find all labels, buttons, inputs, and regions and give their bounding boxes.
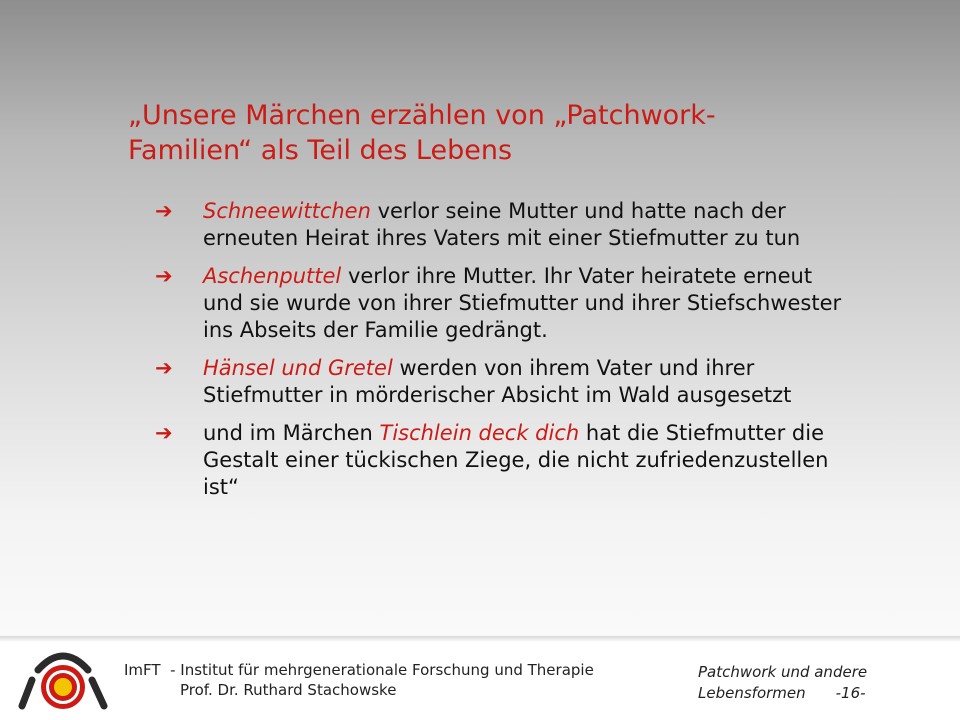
bullet-text: verlor ihre Mutter. Ihr Vater heiratete erneut und sie wurde von ihrer Stiefmutter und ihrer Stiefschwester ins Abseits der Familie gedrängt.	[203, 264, 842, 342]
topic-info	[698, 662, 867, 704]
author-name: Prof. Dr. Ruthard Stachowske	[180, 681, 397, 699]
imft-logo-icon	[18, 640, 108, 720]
footer-divider	[0, 636, 960, 642]
fairy-tale-title: Hänsel und Gretel	[203, 356, 393, 380]
arrow-icon: ➔	[155, 264, 173, 288]
fairy-tale-title: Tischlein deck dich	[379, 421, 580, 445]
title-line-1: „Unsere Märchen erzählen von „Patchwork-	[128, 100, 716, 131]
institute-name: ImFT - Institut für mehrgenerationale Forschung und Therapie	[124, 661, 594, 679]
bullet-text-before: und im Märchen	[203, 421, 380, 445]
bullet-text: hat die Stiefmutter die Gestalt einer tückischen Ziege, die nicht zufriedenzustellen ist“	[203, 421, 829, 499]
bullet-text: verlor seine Mutter und hatte nach der erneuten Heirat ihres Vaters mit einer Stiefmutter zu tun	[203, 199, 801, 250]
bullet-list	[155, 198, 855, 512]
fairy-tale-title: Aschenputtel	[203, 264, 342, 288]
institute-info	[124, 660, 594, 700]
title-line-2: Familien“ als Teil des Lebens	[128, 135, 513, 166]
arrow-icon: ➔	[155, 421, 173, 445]
fairy-tale-title: Schneewittchen	[203, 199, 371, 223]
slide-title	[128, 98, 808, 168]
arrow-icon: ➔	[155, 356, 173, 380]
page-number: -16-	[835, 684, 866, 702]
topic-line-1: Patchwork und andere	[698, 663, 868, 681]
topic-line-2: Lebensformen	[698, 684, 806, 702]
bullet-text: werden von ihrem Vater und ihrer Stiefmutter in mörderischer Absicht im Wald ausgesetzt	[203, 356, 792, 407]
list-item	[155, 263, 855, 344]
list-item	[155, 355, 855, 409]
arrow-icon: ➔	[155, 199, 173, 223]
list-item	[155, 198, 855, 252]
list-item	[155, 420, 855, 501]
